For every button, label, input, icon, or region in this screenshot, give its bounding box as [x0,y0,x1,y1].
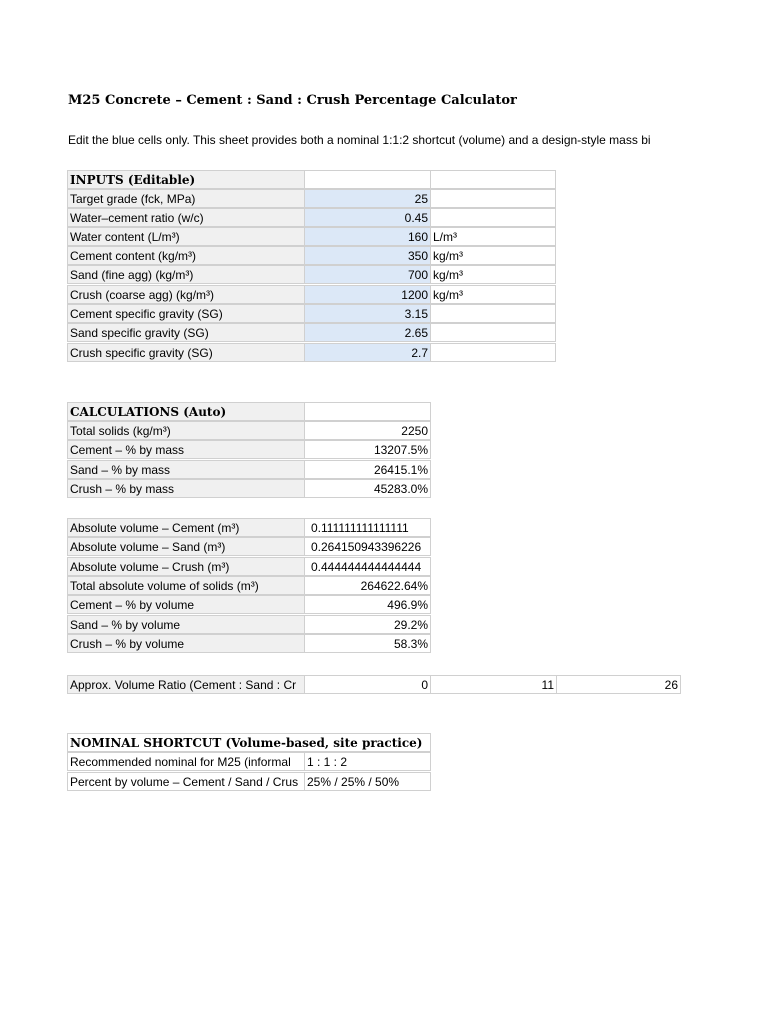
calc-value[interactable]: 58.3% [304,634,431,653]
inputs-header: INPUTS (Editable) [67,170,305,189]
input-row-crush-sg [0,343,768,362]
nominal-row [0,772,768,791]
calc-row [0,460,768,479]
input-row-cement-sg [0,304,768,323]
input-unit[interactable]: kg/m³ [430,246,556,265]
calc-row [0,537,768,556]
input-unit[interactable] [430,189,556,208]
input-row-cement [0,246,768,265]
input-label: Crush (coarse agg) (kg/m³) [67,285,305,304]
calc-value[interactable]: 0.111111111111111 [304,518,431,537]
input-value-water[interactable]: 160 [304,227,431,246]
calc-value[interactable]: 29.2% [304,615,431,634]
input-label: Sand specific gravity (SG) [67,323,305,342]
input-label: Cement specific gravity (SG) [67,304,305,323]
volume-ratio-crush[interactable]: 26 [556,675,681,694]
calc-label: Total absolute volume of solids (m³) [67,576,305,595]
input-row-sand-sg [0,323,768,342]
calc-row [0,518,768,537]
input-value-grade[interactable]: 25 [304,189,431,208]
calc-row [0,421,768,440]
calc-value[interactable]: 13207.5% [304,440,431,459]
calc-label: Absolute volume – Sand (m³) [67,537,305,556]
input-value-crush-sg[interactable]: 2.7 [304,343,431,362]
input-label: Cement content (kg/m³) [67,246,305,265]
input-label: Sand (fine agg) (kg/m³) [67,265,305,284]
input-row-grade [0,189,768,208]
inputs-header-row [0,170,768,189]
calc-value[interactable]: 496.9% [304,595,431,614]
inputs-header-blank-unit[interactable] [430,170,556,189]
volume-ratio-label: Approx. Volume Ratio (Cement : Sand : Cr [67,675,305,694]
input-unit[interactable]: L/m³ [430,227,556,246]
calc-header-blank[interactable] [304,402,431,421]
volume-ratio-row [0,675,768,694]
nominal-header-row [0,733,768,752]
nominal-value[interactable]: 1 : 1 : 2 [304,752,431,771]
calc-value[interactable]: 0.264150943396226 [304,537,431,556]
calc-value[interactable]: 2250 [304,421,431,440]
input-value-sand-sg[interactable]: 2.65 [304,323,431,342]
input-row-sand [0,265,768,284]
calc-label: Sand – % by mass [67,460,305,479]
calc-row [0,440,768,459]
calc-label: Absolute volume – Crush (m³) [67,557,305,576]
input-value-wc[interactable]: 0.45 [304,208,431,227]
input-unit[interactable] [430,304,556,323]
volume-ratio-sand[interactable]: 11 [430,675,557,694]
input-label: Crush specific gravity (SG) [67,343,305,362]
calc-label: Cement – % by mass [67,440,305,459]
input-value-cement[interactable]: 350 [304,246,431,265]
calculations-header: CALCULATIONS (Auto) [67,402,305,421]
input-unit[interactable]: kg/m³ [430,265,556,284]
input-row-wc [0,208,768,227]
nominal-label: Percent by volume – Cement / Sand / Crus [67,772,305,791]
calc-label: Total solids (kg/m³) [67,421,305,440]
input-label: Water–cement ratio (w/c) [67,208,305,227]
calc-label: Sand – % by volume [67,615,305,634]
calc-value[interactable]: 0.444444444444444 [304,557,431,576]
input-value-cement-sg[interactable]: 3.15 [304,304,431,323]
inputs-header-blank[interactable] [304,170,431,189]
calc-value[interactable]: 264622.64% [304,576,431,595]
instruction-note: Edit the blue cells only. This sheet provides both a nominal 1:1:2 shortcut (volume) and a design-style mass bi [68,133,651,147]
input-label: Water content (L/m³) [67,227,305,246]
nominal-label: Recommended nominal for M25 (informal [67,752,305,771]
calc-row [0,479,768,498]
calc-label: Crush – % by mass [67,479,305,498]
input-unit[interactable] [430,208,556,227]
calc-value[interactable]: 26415.1% [304,460,431,479]
calc-label: Absolute volume – Cement (m³) [67,518,305,537]
nominal-header: NOMINAL SHORTCUT (Volume-based, site practice) [67,733,431,752]
calc-row [0,557,768,576]
input-row-water [0,227,768,246]
input-value-sand[interactable]: 700 [304,265,431,284]
calc-row [0,595,768,614]
input-label: Target grade (fck, MPa) [67,189,305,208]
nominal-value[interactable]: 25% / 25% / 50% [304,772,431,791]
input-unit[interactable] [430,343,556,362]
calc-header-row [0,402,768,421]
volume-ratio-cement[interactable]: 0 [304,675,431,694]
calc-label: Crush – % by volume [67,634,305,653]
nominal-row [0,752,768,771]
calc-label: Cement – % by volume [67,595,305,614]
input-value-crush[interactable]: 1200 [304,285,431,304]
calc-row [0,615,768,634]
calc-value[interactable]: 45283.0% [304,479,431,498]
input-unit[interactable]: kg/m³ [430,285,556,304]
input-row-crush [0,285,768,304]
calc-row [0,634,768,653]
calc-row [0,576,768,595]
sheet-title: M25 Concrete – Cement : Sand : Crush Percentage Calculator [68,93,517,108]
input-unit[interactable] [430,323,556,342]
